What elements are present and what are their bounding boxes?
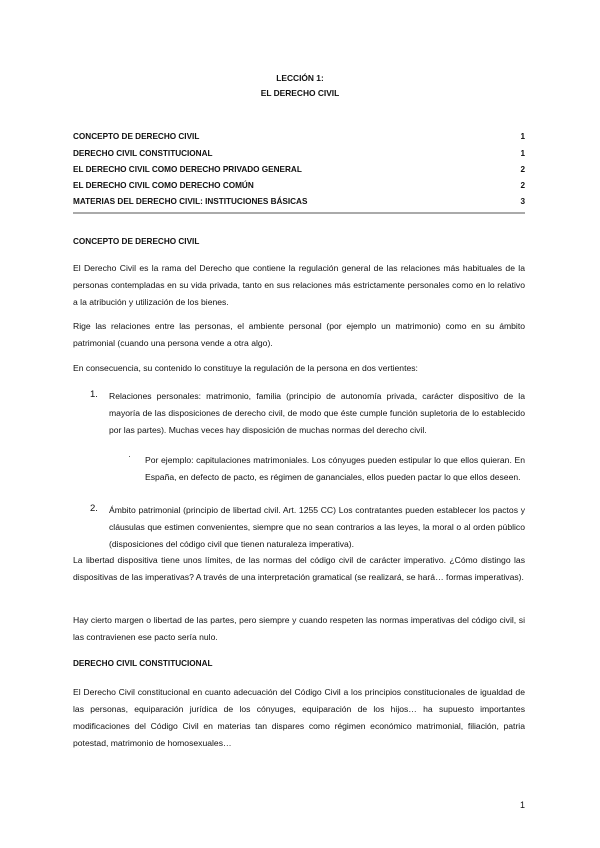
toc-page: 3 bbox=[520, 197, 525, 206]
paragraph: La libertad dispositiva tiene unos límites, de las normas del código civil de carácter imperativo. ¿Cómo distingo las dispositivas de las imperativas? A través de una interpretación gramatical (se realizará, se hará… formas imperativas). bbox=[73, 555, 525, 582]
paragraph: Rige las relaciones entre las personas, el ambiente personal (por ejemplo un matrimonio) como en su ámbito patrimonial (cuando una persona vende a otra algo). bbox=[73, 321, 525, 348]
toc-label: EL DERECHO CIVIL COMO DERECHO COMÚN bbox=[73, 181, 254, 190]
page-number: 1 bbox=[520, 800, 526, 810]
toc-entry[interactable] bbox=[73, 197, 525, 206]
toc-entry[interactable] bbox=[73, 181, 525, 190]
divider bbox=[73, 212, 525, 214]
list-item: Ámbito patrimonial (principio de libertad civil. Art. 1255 CC) Los contratantes pueden establecer los pactos y cláusulas que estimen convenientes, siempre que no sean contrarios a las leyes, la moral o al orden público (disposiciones del código civil que tienen naturaleza imperativa). bbox=[109, 505, 525, 549]
bullet-icon: · bbox=[128, 451, 131, 461]
toc-label: CONCEPTO DE DERECHO CIVIL bbox=[73, 132, 200, 141]
toc-page: 2 bbox=[520, 181, 525, 190]
section-heading: DERECHO CIVIL CONSTITUCIONAL bbox=[73, 659, 213, 668]
list-number: 1. bbox=[90, 389, 98, 400]
toc-entry[interactable] bbox=[73, 149, 525, 158]
toc-label: EL DERECHO CIVIL COMO DERECHO PRIVADO GENERAL bbox=[73, 165, 302, 174]
list-number: 2. bbox=[90, 503, 98, 514]
paragraph: El Derecho Civil es la rama del Derecho que contiene la regulación general de las relaciones más habituales de la personas contempladas en su vida privada, tanto en sus relaciones más estrictamente personales como en lo relativo a la atribución y utilización de los bienes. bbox=[73, 263, 525, 307]
sub-list-item: Por ejemplo: capitulaciones matrimoniales. Los cónyuges pueden estipular lo que ellos quieran. En España, en defecto de pacto, es régimen de gananciales, ellos pueden pactar lo que ellos deseen. bbox=[145, 455, 525, 482]
toc-page: 1 bbox=[520, 149, 525, 158]
toc-entry[interactable] bbox=[73, 165, 525, 174]
lesson-title: EL DERECHO CIVIL bbox=[260, 88, 340, 98]
toc-entry[interactable] bbox=[73, 132, 525, 141]
toc-page: 1 bbox=[520, 132, 525, 141]
toc-label: MATERIAS DEL DERECHO CIVIL: INSTITUCIONES BÁSICAS bbox=[73, 197, 308, 206]
paragraph: Hay cierto margen o libertad de las partes, pero siempre y cuando respeten las normas imperativas del código civil, si las contravienen ese pacto sería nulo. bbox=[73, 615, 525, 642]
paragraph: El Derecho Civil constitucional en cuanto adecuación del Código Civil a los principios constitucionales de igualdad de las personas, equiparación jurídica de los cónyuges, equiparación de los hijos… ha supuesto importantes modificaciones del Código Civil en materias tan dispares como régimen económico matrimonial, filiación, patria potestad, matrimonio de homosexuales… bbox=[73, 687, 525, 748]
lesson-number: LECCIÓN 1: bbox=[276, 73, 324, 83]
section-heading: CONCEPTO DE DERECHO CIVIL bbox=[73, 237, 200, 246]
paragraph: En consecuencia, su contenido lo constituye la regulación de la persona en dos vertientes: bbox=[73, 363, 418, 373]
toc-page: 2 bbox=[520, 165, 525, 174]
toc-label: DERECHO CIVIL CONSTITUCIONAL bbox=[73, 149, 213, 158]
list-item: Relaciones personales: matrimonio, familia (principio de autonomía privada, carácter dispositivo de la mayoría de las disposiciones de derecho civil, de modo que éste cumple función supletoria de lo establecido por las partes). Muchas veces hay disposición de muchas normas del derecho civil. bbox=[109, 391, 525, 435]
